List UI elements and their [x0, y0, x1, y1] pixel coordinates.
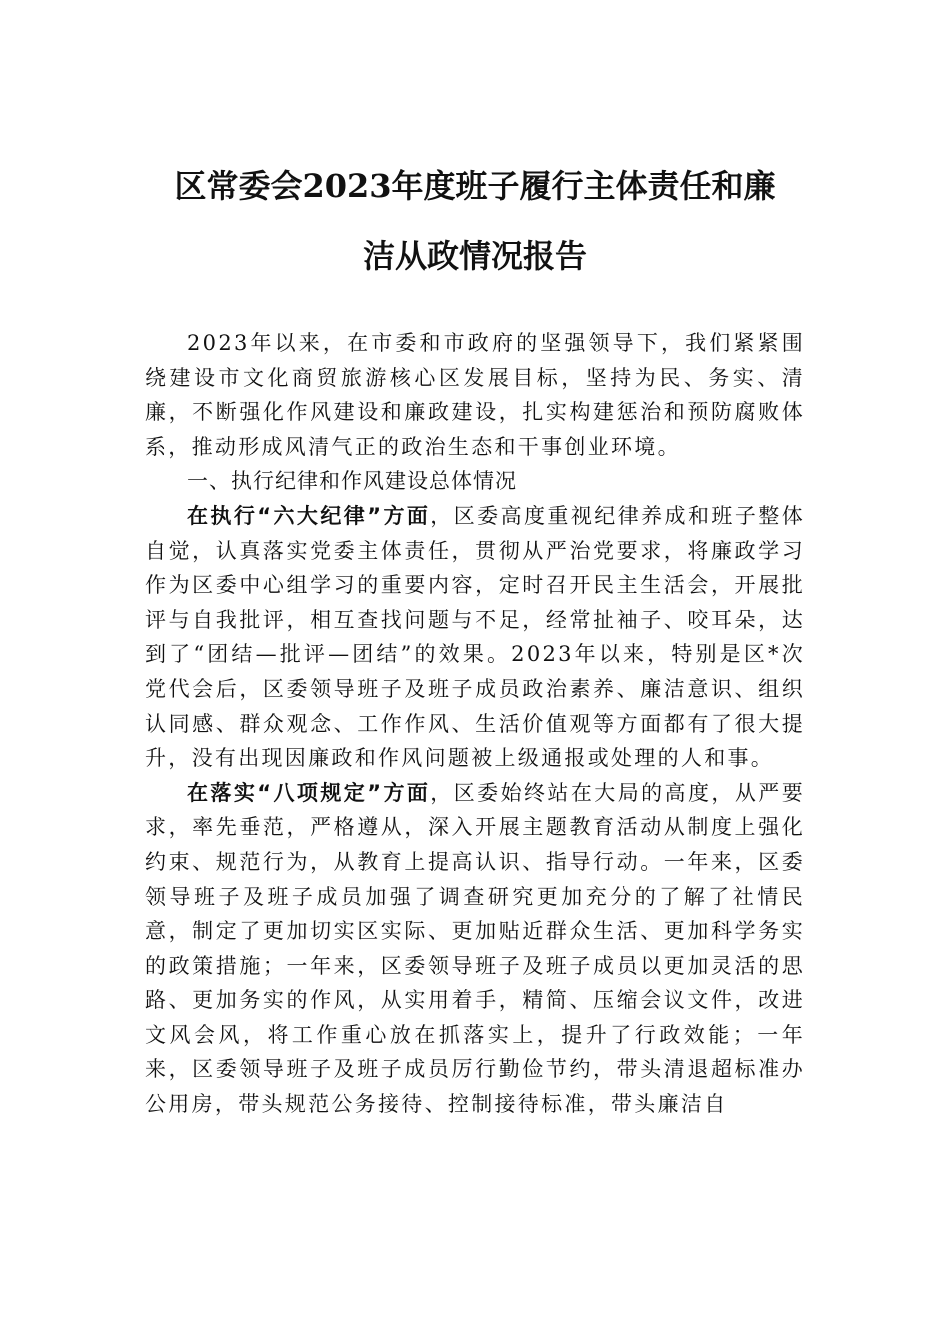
- discipline-text: ，区委高度重视纪律养成和班子整体自觉，认真落实党委主体责任，贯彻从严治党要求，将廉政学习作为区委中心组学习的重要内容，定时召开民主生活会，开展批评与自我批评，相互查找问题与不足，经常扯袖子、咬耳朵，达到了“团结—批评—团结”的效果。2023年以来，特别是区*次党代会后，区委领导班子及班子成员政治素养、廉洁意识、组织认同感、群众观念、工作作风、生活价值观等方面都有了很大提升，没有出现因廉政和作风问题被上级通报或处理的人和事。: [145, 503, 805, 771]
- document-body: [145, 326, 805, 1122]
- discipline-paragraph: [145, 499, 805, 776]
- regulations-text: ，区委始终站在大局的高度，从严要求，率先垂范，严格遵从，深入开展主题教育活动从制度上强化约束、规范行为，从教育上提高认识、指导行动。一年来，区委领导班子及班子成员加强了调查研究更加充分的了解了社情民意，制定了更加切实区实际、更加贴近群众生活、更加科学务实的政策措施；一年来，区委领导班子及班子成员以更加灵活的思路、更加务实的作风，从实用着手，精简、压缩会议文件，改进文风会风，将工作重心放在抓落实上，提升了行政效能；一年来，区委领导班子及班子成员厉行勤俭节约，带头清退超标准办公用房，带头规范公务接待、控制接待标准，带头廉洁自: [145, 780, 805, 1117]
- discipline-lead: 在执行“六大纪律”方面: [187, 503, 431, 528]
- regulations-paragraph: [145, 776, 805, 1122]
- document-title-line-1: 区常委会2023年度班子履行主体责任和廉: [174, 167, 776, 205]
- regulations-lead: 在落实“八项规定”方面: [187, 780, 431, 805]
- document-title-line-2: 洁从政情况报告: [362, 237, 587, 275]
- section-heading: 一、执行纪律和作风建设总体情况: [187, 469, 517, 494]
- intro-paragraph: 2023年以来，在市委和市政府的坚强领导下，我们紧紧围绕建设市文化商贸旅游核心区发展目标，坚持为民、务实、清廉，不断强化作风建设和廉政建设，扎实构建惩治和预防腐败体系，推动形成风清气正的政治生态和干事创业环境。: [145, 331, 805, 459]
